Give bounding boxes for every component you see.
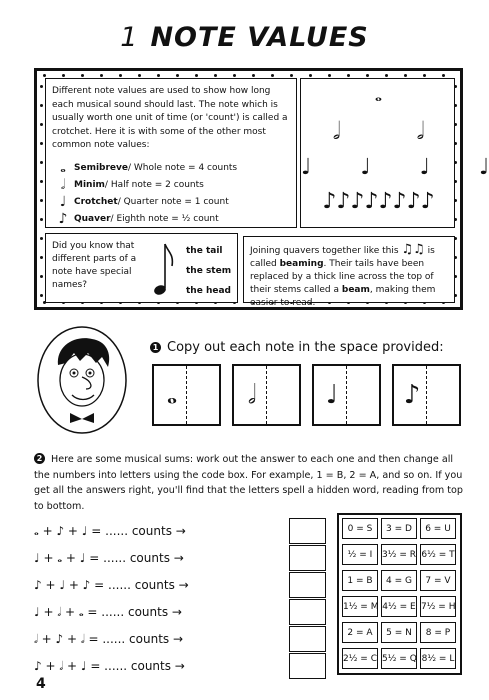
crotchet-icon: ♩ <box>325 380 339 410</box>
code-cell: 8 = P <box>420 622 456 643</box>
frame-dot <box>214 74 217 77</box>
copy-box-semibreve[interactable] <box>152 364 221 426</box>
copy-space[interactable] <box>186 366 220 424</box>
beam-term: beam <box>341 285 370 295</box>
code-cell: 5 = N <box>381 622 417 643</box>
frame-dot <box>290 74 293 77</box>
rhythm-row-minims: 𝅗𝅥 𝅗𝅥 <box>332 117 425 145</box>
answer-box-5[interactable] <box>289 626 326 652</box>
sum-row-6: ♪ + 𝅗𝅥 + ♩ = ...... counts → <box>34 659 185 673</box>
code-cell: 7½ = H <box>420 596 456 617</box>
frame-dot <box>62 74 65 77</box>
code-box <box>337 513 462 675</box>
code-cell: 1 = B <box>342 570 378 591</box>
copy-box-quaver[interactable] <box>392 364 461 426</box>
note-desc: / Half note = 2 counts <box>104 180 204 191</box>
frame-dot <box>119 74 122 77</box>
frame-dot <box>40 294 43 297</box>
code-cell: 7 = V <box>420 570 456 591</box>
frame-dot <box>309 74 312 77</box>
note-name: Crotchet <box>74 197 118 208</box>
frame-dot <box>100 74 103 77</box>
answer-box-3[interactable] <box>289 572 326 598</box>
frame-dot <box>385 74 388 77</box>
part-stem: the stem <box>186 266 232 276</box>
code-cell: 3½ = R <box>381 544 417 565</box>
code-cell: 6 = U <box>420 518 456 539</box>
frame-dot <box>347 74 350 77</box>
semibreve-icon: 𝅝 <box>166 380 178 410</box>
beaming-text-pre: Joining quavers together like this <box>250 246 399 256</box>
code-cell: 0 = S <box>342 518 378 539</box>
frame-dot <box>40 199 43 202</box>
note-name: Semibreve <box>74 163 129 174</box>
code-cell: 4½ = E <box>381 596 417 617</box>
question-number: 2 <box>34 453 45 464</box>
frame-dot <box>138 74 141 77</box>
did-you-know-box <box>45 233 238 303</box>
answer-box-2[interactable] <box>289 545 326 571</box>
code-cell: 2½ = C <box>342 648 378 669</box>
frame-dot <box>40 218 43 221</box>
code-cell: ½ = I <box>342 544 378 565</box>
beaming-text-post3: , making them easier to read. <box>250 285 436 308</box>
code-cell: 2 = A <box>342 622 378 643</box>
sum-row-4: ♩ + 𝅗𝅥 + 𝅝 = ...... counts → <box>34 605 182 619</box>
code-cell: 4 = G <box>381 570 417 591</box>
frame-dot <box>40 161 43 164</box>
frame-dot <box>442 74 445 77</box>
code-cell: 5½ = Q <box>381 648 417 669</box>
question-number: 1 <box>150 342 161 353</box>
frame-dot <box>328 74 331 77</box>
sum-row-3: ♪ + ♩ + ♪ = ...... counts → <box>34 578 189 592</box>
answer-box-1[interactable] <box>289 518 326 544</box>
copy-space[interactable] <box>266 366 300 424</box>
note-desc: / Whole note = 4 counts <box>128 163 238 174</box>
page-number: 4 <box>36 676 46 692</box>
note-row-quaver <box>52 212 290 229</box>
quaver-icon: ♪ <box>58 211 68 228</box>
sum-row-5: 𝅗𝅥 + ♪ + 𝅗𝅥 = ...... counts → <box>34 632 184 646</box>
frame-dot <box>40 275 43 278</box>
frame-dot <box>366 74 369 77</box>
minim-icon: 𝅗𝅥 <box>60 177 66 194</box>
frame-dot <box>81 74 84 77</box>
frame-dot <box>43 74 46 77</box>
frame-dot <box>40 256 43 259</box>
frame-dot <box>40 104 43 107</box>
note-desc: / Eighth note = ½ count <box>110 214 219 225</box>
frame-dot <box>176 74 179 77</box>
note-name: Quaver <box>74 214 111 225</box>
rhythm-row-quavers: ♪♪♪♪♪♪♪♪ <box>322 189 435 214</box>
sum-row-1: 𝅝 + ♪ + ♩ = ...... counts → <box>34 524 186 538</box>
question-1 <box>150 340 444 355</box>
frame-dot <box>423 74 426 77</box>
note-row-crotchet <box>52 195 290 212</box>
part-tail: the tail <box>186 246 223 256</box>
beaming-text-post2: . Their tails have been replaced by a thick line across the top of their stems called a <box>250 259 434 295</box>
crotchet-icon: ♩ <box>59 194 67 211</box>
part-head: the head <box>186 286 231 296</box>
rhythm-row-semibreve: 𝅝 <box>374 85 383 106</box>
note-row-semibreve <box>52 161 290 178</box>
note-name: Minim <box>74 180 105 191</box>
copy-space[interactable] <box>426 366 460 424</box>
question-2 <box>34 452 464 514</box>
rhythm-tree-box <box>300 78 489 228</box>
semibreve-icon: 𝅝 <box>60 160 66 177</box>
minim-icon: 𝅗𝅥 <box>247 380 257 410</box>
code-cell: 1½ = M <box>342 596 378 617</box>
chapter-number: 1 <box>120 22 139 53</box>
copy-box-crotchet[interactable] <box>312 364 381 426</box>
question-text: Here are some musical sums: work out the answer to each one and then change all the numbers into letters using the code box. For example, 1 = B, 2 = A, and so on. If you get all the answers right, you'll find that the letters spell a hidden word, reading from top to bottom. <box>34 454 463 512</box>
beamed-quavers-icon: ♫♫ <box>401 242 425 257</box>
cartoon-face-illustration <box>36 325 128 435</box>
code-cell: 6½ = T <box>420 544 456 565</box>
rhythm-row-crotchets: ♩ ♩ ♩ ♩ <box>301 155 489 180</box>
frame-dot <box>40 180 43 183</box>
frame-dot <box>404 74 407 77</box>
frame-dot <box>252 74 255 77</box>
frame-dot <box>271 74 274 77</box>
intro-box <box>45 78 297 228</box>
code-cell: 3 = D <box>381 518 417 539</box>
frame-dot <box>195 74 198 77</box>
quaver-icon: ♪ <box>403 380 421 410</box>
frame-dot <box>40 85 43 88</box>
copy-space[interactable] <box>346 366 380 424</box>
note-row-minim <box>52 178 290 195</box>
note-desc: / Quarter note = 1 count <box>117 197 229 208</box>
beaming-text-post1: is called <box>250 246 435 269</box>
frame-dot <box>40 237 43 240</box>
code-cell: 8½ = L <box>420 648 456 669</box>
beaming-box <box>243 236 455 308</box>
answer-box-6[interactable] <box>289 653 326 679</box>
sum-row-2: ♩ + 𝅝 + ♩ = ...... counts → <box>34 551 184 565</box>
frame-dot <box>40 123 43 126</box>
chapter-title: NOTE VALUES <box>150 22 369 53</box>
answer-box-4[interactable] <box>289 599 326 625</box>
copy-box-minim[interactable] <box>232 364 301 426</box>
did-you-know-text: Did you know that different parts of a note have special names? <box>52 241 137 290</box>
intro-paragraph: Different note values are used to show how long each musical sound should last. The note which is usually worth one unit of time (or 'count') is called a crotchet. Here it is with some of the other most common note values: <box>52 86 288 150</box>
question-text: Copy out each note in the space provided: <box>167 340 444 355</box>
frame-dot <box>233 74 236 77</box>
note-anatomy-icon <box>152 240 176 298</box>
beaming-term: beaming <box>279 259 324 269</box>
frame-dot <box>157 74 160 77</box>
frame-dot <box>40 142 43 145</box>
page-title <box>0 22 489 53</box>
